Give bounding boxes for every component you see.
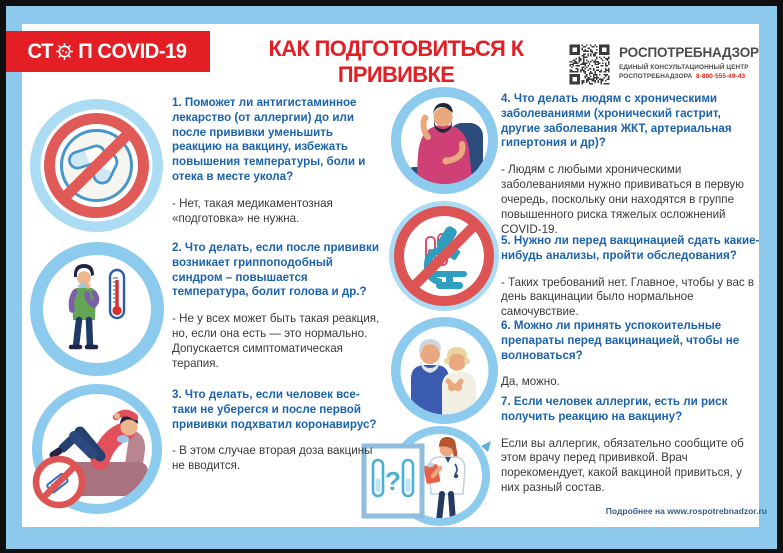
worried-elderly-couple-icon [391,317,498,424]
no-lab-tests-microscope-icon [389,201,499,311]
banner-text-left: СТ [27,39,53,63]
qa-item-6 [501,319,761,390]
question-5: 5. Нужно ли перед вакцинацией сдать какие-нибудь анализы, пройти обследования? [501,234,760,262]
answer-2: - Не у всех может быть такая реакция, но, если она есть — это нормально. Допускается симптоматическая терапия. [172,312,380,370]
answer-3: - В этом случае вторая доза вакцины не вводится. [172,444,373,473]
question-7: 7. Если человек аллергик, есть ли риск получить реакцию на вакцину? [501,395,728,423]
answer-4: - Людям с любыми хроническими заболеваниями нужно прививаться в первую очередь, поскольку они находятся в группе повышенного риска тяжелых осложнений COVID-19. [501,163,744,236]
qr-code-icon [568,43,611,86]
qa-item-5 [501,234,761,320]
svg-text:?: ? [385,466,401,496]
agency-subtext: ЕДИНЫЙ КОНСУЛЬТАЦИОННЫЙ ЦЕНТР РОСПОТРЕБНАДЗОРА 8-800-555-49-43 [619,64,749,80]
qa-item-2 [172,241,384,372]
man-holding-stomach-icon [391,87,498,194]
qa-item-4 [501,92,761,237]
no-antihistamine-pills-icon [30,99,163,232]
virus-icon [56,43,73,60]
question-2: 2. Что делать, если после прививки возникает гриппоподобный синдром – повышается температура, болит голова и др.? [172,241,379,299]
poster-title: КАК ПОДГОТОВИТЬСЯ К ПРИВИВКЕ [268,36,524,87]
answer-6: Да, можно. [501,375,560,389]
sick-man-no-syringe-icon [30,384,164,518]
question-1: 1. Поможет ли антигистаминное лекарство (от аллергии) до или после прививки уменьшить реакцию на вакцину, избежать повышения температуры, боли и отека в месте укола? [172,96,366,184]
qa-item-1 [172,96,384,227]
qa-item-3 [172,388,384,474]
banner-text-right: П COVID-19 [78,39,187,63]
agency-name: РОСПОТРЕБНАДЗОР [619,45,759,60]
qa-item-7 [501,395,761,496]
question-3: 3. Что делать, если человек все-таки не уберегся и после первой прививки подхватил коронавирус? [172,388,377,431]
agency-block [568,43,759,86]
man-with-thermometer-icon [30,242,164,376]
question-4: 4. Что делать людям с хроническими заболеваниями (хронический гастрит, другие заболевания ЖКТ, артериальная гипертония и др)? [501,92,732,150]
answer-1: - Нет, такая медикаментозная «подготовка» не нужна. [172,196,333,225]
footer-more-info: Подробнее на www.rospotrebnadzor.ru [605,506,767,516]
question-6: 6. Можно ли принять успокоительные препараты перед вакцинацией, чтобы не волноваться? [501,319,740,362]
answer-7: Если вы аллергик, обязательно сообщите об этом врачу перед прививкой. Врач порекомендует, какой вакциной привиться, у них разный состав. [501,436,744,495]
agency-text [619,43,759,86]
agency-phone: 8-800-555-49-43 [696,72,746,80]
stop-covid-banner [6,31,210,72]
answer-5: - Таких требований нет. Главное, чтобы у вас в день вакцинации было нормальное самочувствие. [501,275,755,319]
